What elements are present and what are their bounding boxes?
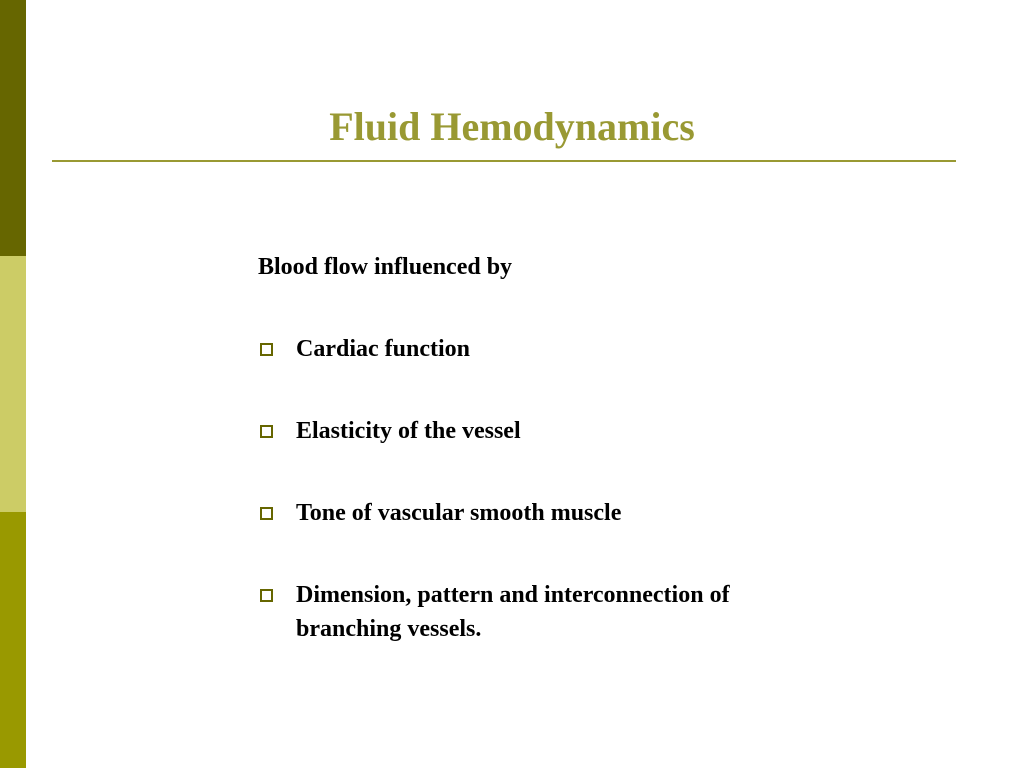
bullet-item <box>258 496 818 530</box>
hollow-square-icon <box>260 507 273 520</box>
side-bar-dark <box>0 0 26 256</box>
bullet-text: Tone of vascular smooth muscle <box>296 500 622 526</box>
bullet-item <box>258 578 818 646</box>
bullet-list <box>258 332 818 646</box>
hollow-square-icon <box>260 425 273 438</box>
hollow-square-icon <box>260 589 273 602</box>
intro-text: Blood flow influenced by <box>258 254 513 280</box>
title-divider <box>52 160 956 162</box>
bullet-text: Elasticity of the vessel <box>296 418 521 444</box>
side-bar-light <box>0 256 26 512</box>
bullet-text: Cardiac function <box>296 336 470 362</box>
bullet-item <box>258 414 818 448</box>
slide-title: Fluid Hemodynamics <box>329 104 695 149</box>
side-bar-mid <box>0 512 26 768</box>
slide-content <box>258 250 818 646</box>
bullet-text: Dimension, pattern and interconnection of branching vessels. <box>296 582 730 642</box>
bullet-item <box>258 332 818 366</box>
hollow-square-icon <box>260 343 273 356</box>
